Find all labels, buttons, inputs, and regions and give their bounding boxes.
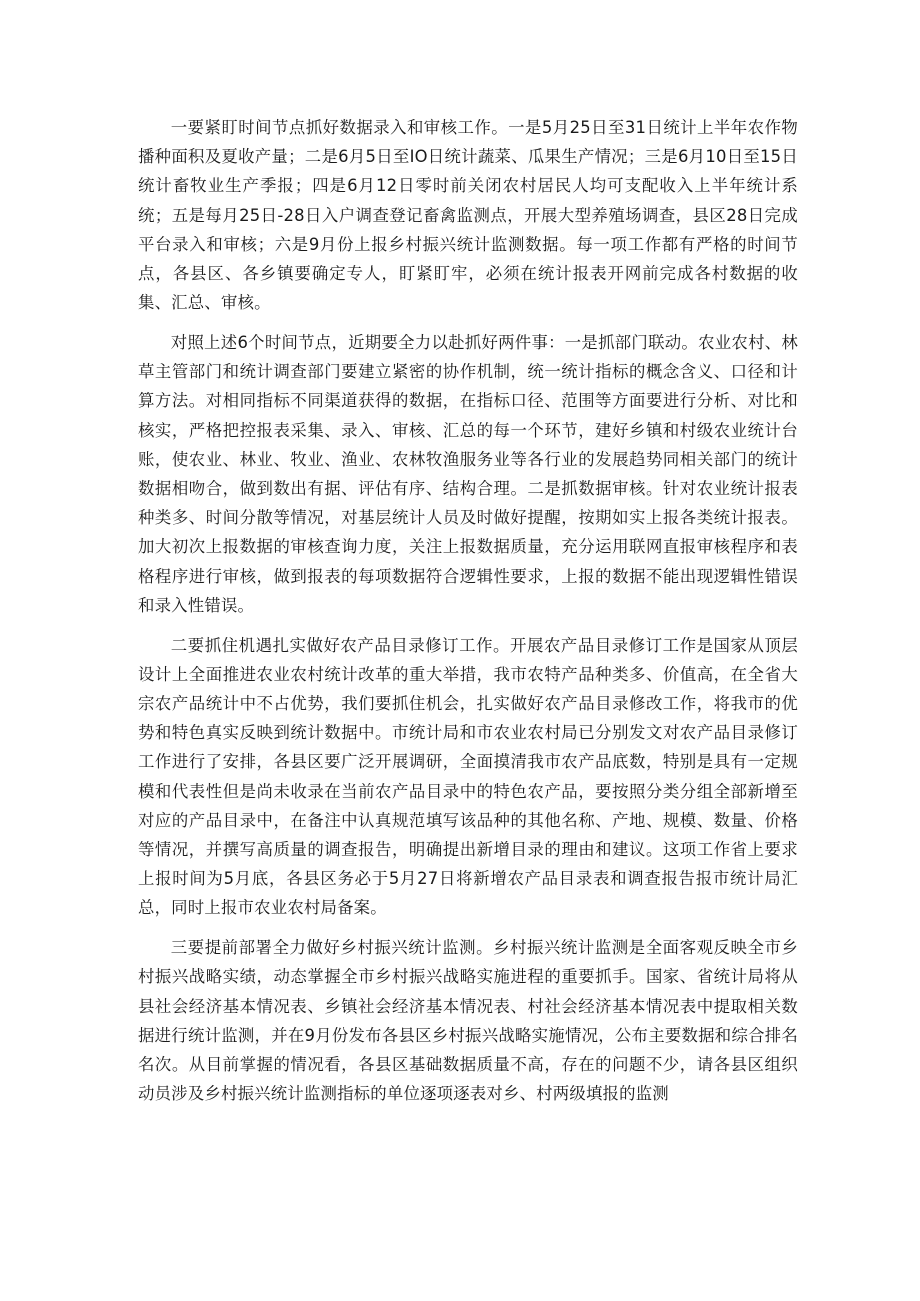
paragraph-4: 三要提前部署全力做好乡村振兴统计监测。乡村振兴统计监测是全面客观反映全市乡村振兴战略实绩，动态掌握全市乡村振兴战略实施进程的重要抓手。国家、省统计局将从县社会经济基本情况表、乡镇社会经济基本情况表、村社会经济基本情况表中提取相关数据进行统计监测，并在9月份发布各县区乡村振兴战略实施情况，公布主要数据和综合排名名次。从目前掌握的情况看，各县区基础数据质量不高，存在的问题不少，请各县区组织动员涉及乡村振兴统计监测指标的单位逐项逐表对乡、村两级填报的监测	[138, 938, 798, 1104]
document-body	[138, 113, 798, 1119]
paragraph-2: 对照上述6个时间节点，近期要全力以赴抓好两件事：一是抓部门联动。农业农村、林草主管部门和统计调查部门要建立紧密的协作机制，统一统计指标的概念含义、口径和计算方法。对相同指标不同渠道获得的数据，在指标口径、范围等方面要进行分析、对比和核实，严格把控报表采集、录入、审核、汇总的每一个环节，建好乡镇和村级农业统计台账，使农业、林业、牧业、渔业、农林牧渔服务业等各行业的发展趋势同相关部门的统计数据相吻合，做到数出有据、评估有序、结构合理。二是抓数据审核。针对农业统计报表种类多、时间分散等情况，对基层统计人员及时做好提醒，按期如实上报各类统计报表。加大初次上报数据的审核查询力度，关注上报数据质量，充分运用联网直报审核程序和表格程序进行审核，做到报表的每项数据符合逻辑性要求，上报的数据不能出现逻辑性错误和录入性错误。	[138, 333, 798, 615]
paragraph-1: 一要紧盯时间节点抓好数据录入和审核工作。一是5月25日至31日统计上半年农作物播种面积及夏收产量；二是6月5日至IO日统计蔬菜、瓜果生产情况；三是6月10日至15日统计畜牧业生产季报；四是6月12日零时前关闭农村居民人均可支配收入上半年统计系统；五是每月25日-28日入户调查登记畜禽监测点，开展大型养殖场调查，县区28日完成平台录入和审核；六是9月份上报乡村振兴统计监测数据。每一项工作都有严格的时间节点，各县区、各乡镇要确定专人，盯紧盯牢，必须在统计报表开网前完成各村数据的收集、汇总、审核。	[138, 118, 798, 313]
paragraph-3: 二要抓住机遇扎实做好农产品目录修订工作。开展农产品目录修订工作是国家从顶层设计上全面推进农业农村统计改革的重大举措，我市农特产品种类多、价值高，在全省大宗农产品统计中不占优势，我们要抓住机会，扎实做好农产品目录修改工作，将我市的优势和特色真实反映到统计数据中。市统计局和市农业农村局已分别发文对农产品目录修订工作进行了安排，各县区要广泛开展调研，全面摸清我市农产品底数，特别是具有一定规模和代表性但是尚未收录在当前农产品目录中的特色农产品，要按照分类分组全部新增至对应的产品目录中，在备注中认真规范填写该品种的其他名称、产地、规模、数量、价格等情况，并撰写高质量的调查报告，明确提出新增目录的理由和建议。这项工作省上要求上报时间为5月底，各县区务必于5月27日将新增农产品目录表和调查报告报市统计局汇总，同时上报市农业农村局备案。	[138, 635, 798, 918]
